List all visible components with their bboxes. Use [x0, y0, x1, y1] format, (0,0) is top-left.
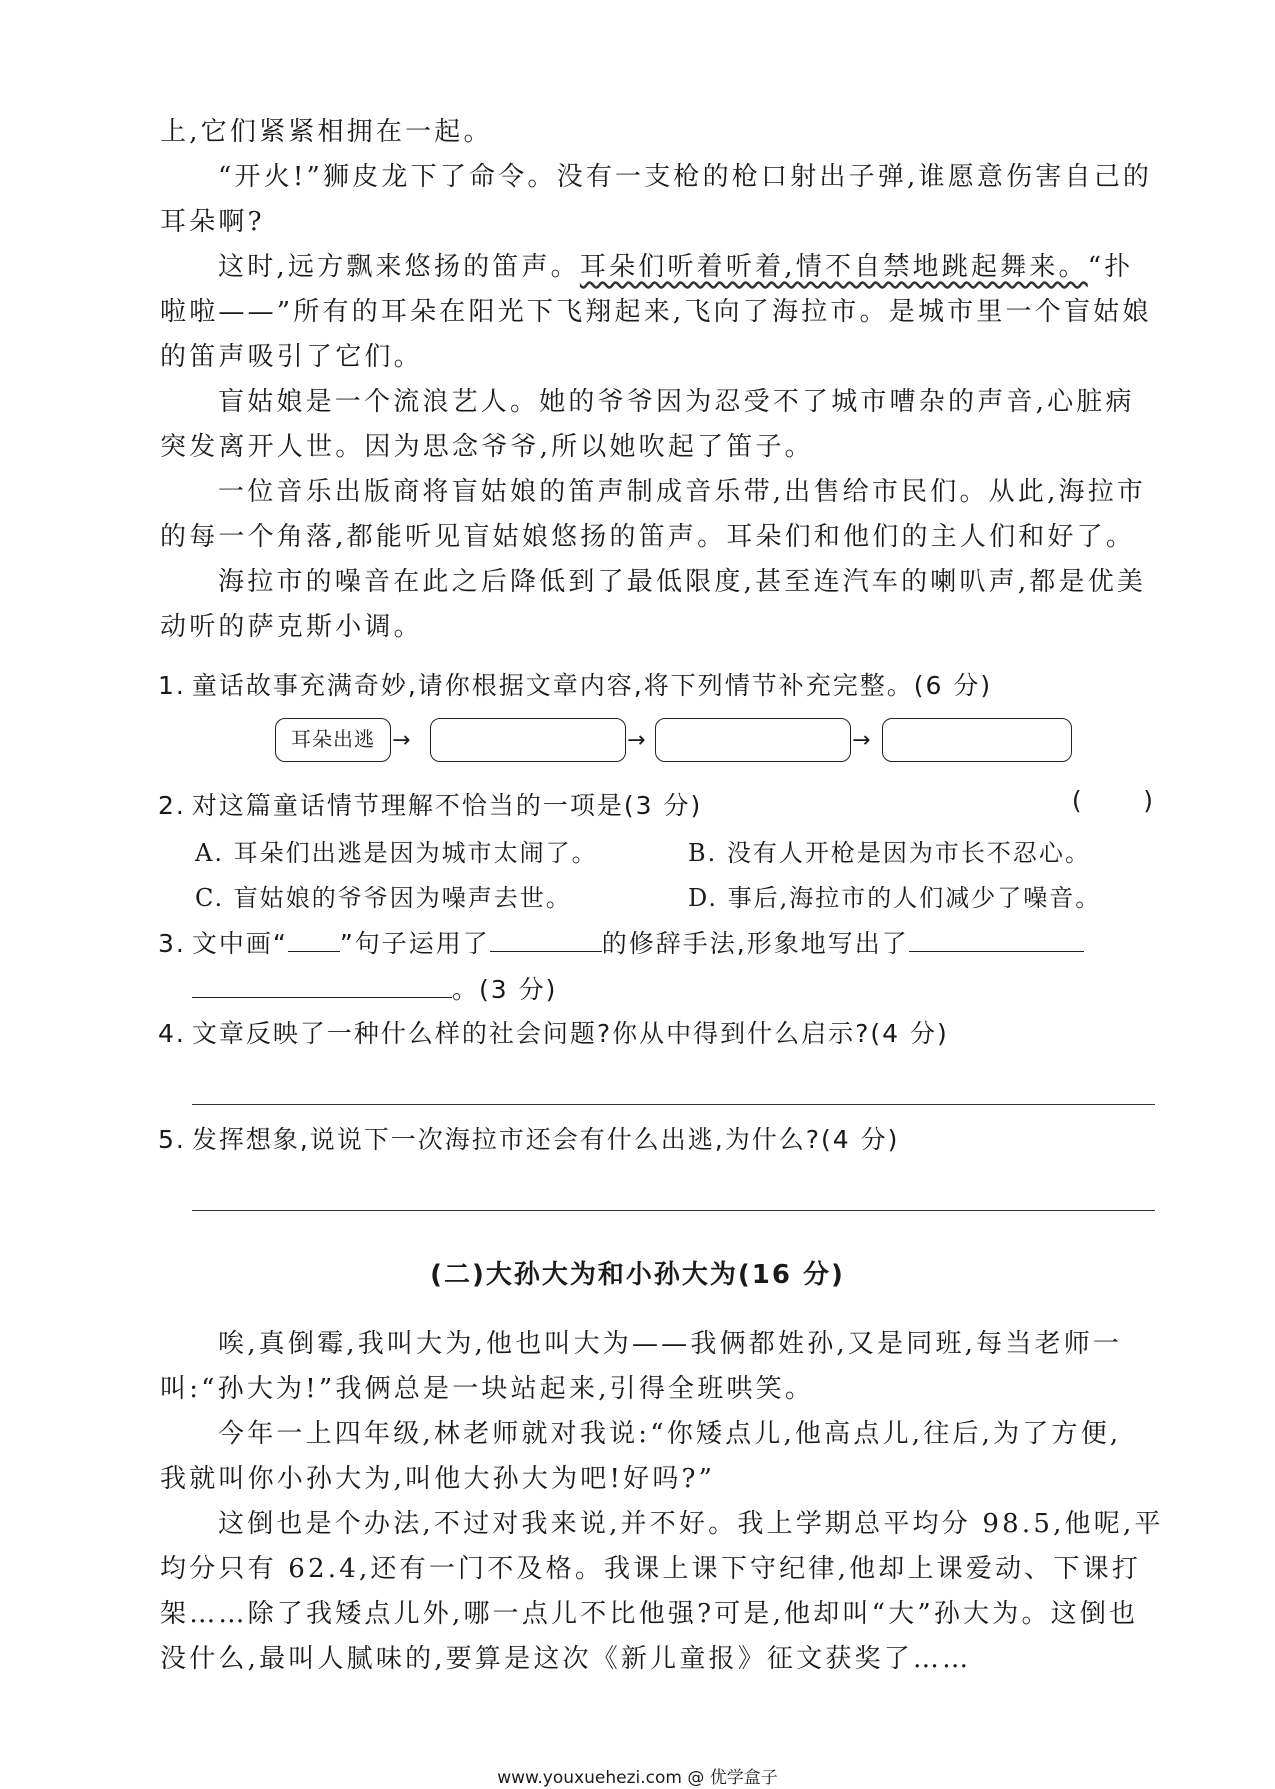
paragraph-line-with-underline [160, 245, 1155, 290]
question-3-continued [192, 970, 557, 1006]
question-number: 4. [158, 1019, 186, 1048]
arrow-icon: → [852, 728, 871, 753]
question-text: ”句子运用了 [339, 929, 490, 958]
paragraph-line: 动听的萨克斯小调。 [160, 612, 423, 642]
paragraph-line: 的笛声吸引了它们。 [160, 342, 423, 372]
paragraph-line: 的每一个角落,都能听见盲姑娘悠扬的笛声。耳朵们和他们的主人们和好了。 [160, 522, 1136, 552]
question-1 [158, 666, 992, 702]
question-3 [158, 924, 1084, 960]
paragraph-line: 今年一上四年级,林老师就对我说:“你矮点儿,他高点儿,往后,为了方便, [218, 1419, 1122, 1449]
question-text: 文章反映了一种什么样的社会问题?你从中得到什么启示?(4 分) [191, 1019, 949, 1048]
paragraph-line: 架……除了我矮点儿外,哪一点儿不比他强?可是,他却叫“大”孙大为。这倒也 [160, 1599, 1139, 1629]
question-number: 1. [158, 671, 186, 700]
text-fragment: “扑 [1087, 252, 1134, 282]
arrow-icon: → [627, 728, 646, 753]
blank-sentence-marker [288, 929, 340, 952]
passage-1 [160, 110, 1155, 650]
section-title: (二)大孙大为和小孙大为(16 分) [430, 1260, 845, 1290]
plot-answer-box[interactable] [430, 718, 626, 762]
paragraph-line: “开火!”狮皮龙下了命令。没有一支枪的枪口射出子弹,谁愿意伤害自己的 [218, 162, 1153, 192]
question-text: 的修辞手法,形象地写出了 [601, 929, 909, 958]
question-number: 5. [158, 1125, 186, 1154]
question-text: 发挥想象,说说下一次海拉市还会有什么出逃,为什么?(4 分) [191, 1125, 900, 1154]
blank-description[interactable] [909, 929, 1084, 952]
paragraph-line: 耳朵啊? [160, 207, 265, 237]
option-d[interactable]: D. 事后,海拉市的人们减少了噪音。 [688, 884, 1102, 912]
paragraph-line: 均分只有 62.4,还有一门不及格。我课上课下守纪律,他却上课爱动、下课打 [160, 1554, 1142, 1584]
paragraph-line: 海拉市的噪音在此之后降低到了最低限度,甚至连汽车的喇叭声,都是优美 [218, 567, 1147, 597]
option-c[interactable]: C. 盲姑娘的爷爷因为噪声去世。 [195, 884, 572, 912]
answer-line-4[interactable] [192, 1104, 1155, 1105]
blank-rhetoric[interactable] [490, 929, 602, 952]
paragraph-line: 上,它们紧紧相拥在一起。 [160, 117, 493, 147]
footer-watermark: www.youxuehezi.com @ 优学盒子 [497, 1768, 778, 1788]
question-4 [158, 1014, 949, 1050]
question-text: 。(3 分) [452, 975, 558, 1004]
plot-answer-box[interactable] [882, 718, 1072, 762]
paragraph-line: 一位音乐出版商将盲姑娘的笛声制成音乐带,出售给市民们。从此,海拉市 [218, 477, 1147, 507]
paragraph-line: 没什么,最叫人腻味的,要算是这次《新儿童报》征文获奖了…… [160, 1644, 972, 1674]
plot-answer-box[interactable] [655, 718, 851, 762]
option-b[interactable]: B. 没有人开枪是因为市长不忍心。 [688, 839, 1091, 867]
paragraph-line: 这倒也是个办法,不过对我来说,并不好。我上学期总平均分 98.5,他呢,平 [218, 1509, 1164, 1539]
wavy-underlined-sentence: 耳朵们听着听着,情不自禁地跳起舞来。 [579, 252, 1088, 282]
paragraph-line: 叫:“孙大为!”我俩总是一块站起来,引得全班哄笑。 [160, 1374, 815, 1404]
question-number: 2. [158, 791, 186, 820]
paragraph-line: 啦啦——”所有的耳朵在阳光下飞翔起来,飞向了海拉市。是城市里一个盲姑娘 [160, 297, 1152, 327]
blank-description-continued[interactable] [192, 975, 452, 998]
question-text: 对这篇童话情节理解不恰当的一项是(3 分) [191, 791, 703, 820]
paragraph-line: 唉,真倒霉,我叫大为,他也叫大为——我俩都姓孙,又是同班,每当老师一 [218, 1329, 1123, 1359]
passage-2 [160, 1322, 1164, 1682]
question-2 [158, 786, 1155, 822]
question-5 [158, 1120, 899, 1156]
answer-line-5[interactable] [192, 1210, 1155, 1211]
question-number: 3. [158, 929, 186, 958]
text-fragment: 这时,远方飘来悠扬的笛声。 [218, 252, 580, 282]
question-text: 童话故事充满奇妙,请你根据文章内容,将下列情节补充完整。(6 分) [191, 671, 993, 700]
paragraph-line: 突发离开人世。因为思念爷爷,所以她吹起了笛子。 [160, 432, 814, 462]
paragraph-line: 盲姑娘是一个流浪艺人。她的爷爷因为忍受不了城市嘈杂的声音,心脏病 [218, 387, 1135, 417]
question-text: 文中画“ [191, 929, 288, 958]
option-a[interactable]: A. 耳朵们出逃是因为城市太闹了。 [195, 839, 598, 867]
answer-bracket[interactable]: ( ) [1071, 786, 1155, 815]
plot-flow-diagram [275, 718, 1075, 764]
paragraph-line: 我就叫你小孙大为,叫他大孙大为吧!好吗?” [160, 1464, 716, 1494]
plot-box-first: 耳朵出逃 [275, 718, 391, 762]
arrow-icon: → [392, 728, 411, 753]
